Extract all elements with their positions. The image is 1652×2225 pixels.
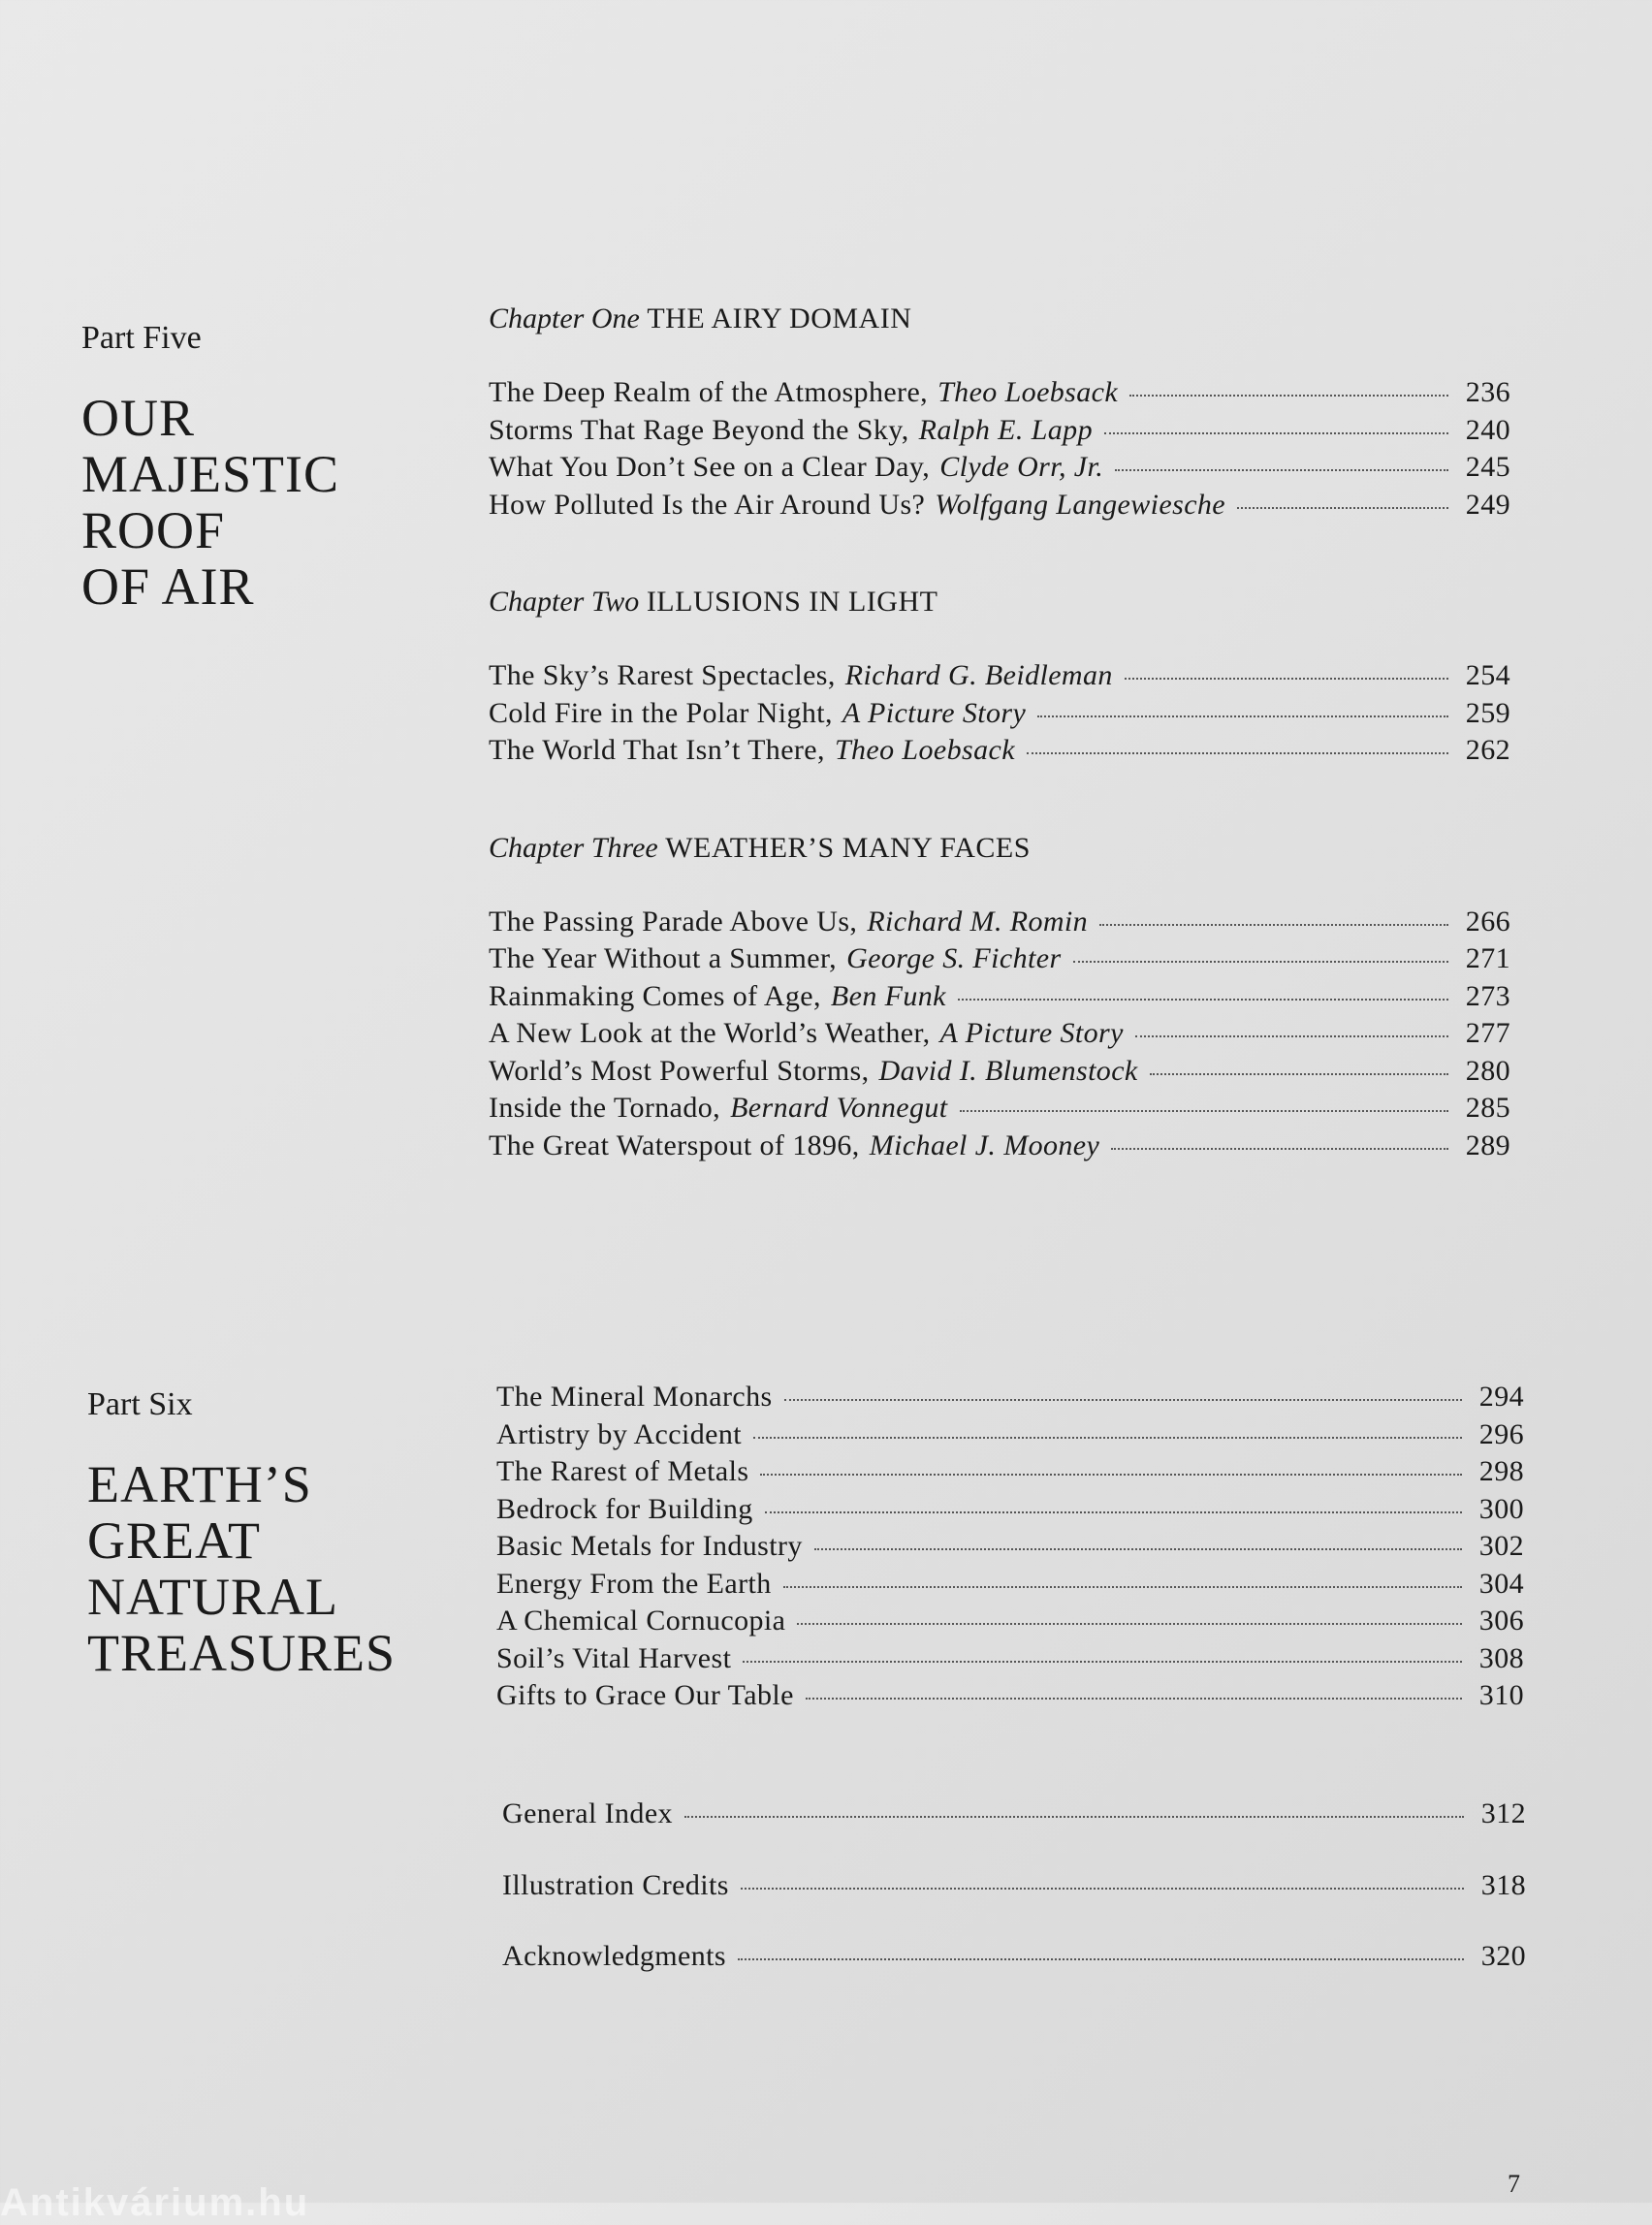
back-matter	[502, 1796, 1526, 2010]
dot-leader	[743, 1661, 1462, 1663]
dot-leader	[960, 1110, 1449, 1112]
toc-entry[interactable]	[489, 1090, 1510, 1128]
part-five-contents	[489, 302, 1510, 1226]
toc-entry[interactable]	[489, 449, 1510, 487]
entry-author: Clyde Orr, Jr.	[939, 451, 1104, 483]
toc-entry[interactable]	[489, 1128, 1510, 1165]
entry-page: 302	[1478, 1530, 1524, 1562]
toc-entry[interactable]	[496, 1528, 1524, 1566]
entry-page: 236	[1465, 376, 1510, 408]
entry-page: 240	[1465, 413, 1510, 446]
part-five-title-line: OUR	[81, 389, 196, 447]
chapter-name: WEATHER’S MANY FACES	[665, 831, 1031, 864]
entry-page: 249	[1465, 488, 1510, 521]
entry-title: World’s Most Powerful Storms,	[489, 1054, 870, 1087]
chapter-one	[489, 302, 1510, 524]
entry-page: 300	[1478, 1492, 1524, 1525]
entry-title: Artistry by Accident	[496, 1417, 742, 1450]
entry-page: 306	[1478, 1605, 1524, 1637]
part-six-entries	[496, 1379, 1524, 1715]
entry-title: A New Look at the World’s Weather,	[489, 1017, 931, 1049]
toc-entry[interactable]	[496, 1453, 1524, 1491]
part-six-label: Part Six	[87, 1386, 193, 1422]
entry-page: 312	[1480, 1797, 1526, 1829]
entry-title: Acknowledgments	[502, 1940, 726, 1972]
part-five-label: Part Five	[81, 320, 202, 356]
entry-page: 259	[1465, 696, 1510, 729]
entry-title: The Rarest of Metals	[496, 1455, 749, 1487]
toc-entry[interactable]	[496, 1603, 1524, 1640]
entry-author: Theo Loebsack	[834, 734, 1015, 766]
entry-page: 262	[1465, 734, 1510, 766]
part-five-title-line: MAJESTIC	[81, 445, 340, 503]
toc-entry[interactable]	[496, 1416, 1524, 1454]
entry-page: 298	[1478, 1455, 1524, 1487]
toc-entry[interactable]	[489, 904, 1510, 941]
dot-leader	[1115, 469, 1448, 471]
toc-entry[interactable]	[489, 1015, 1510, 1053]
part-six-title-line: TREASURES	[87, 1624, 397, 1682]
dot-leader	[760, 1474, 1462, 1476]
dot-leader	[753, 1437, 1462, 1439]
entry-title: The Great Waterspout of 1896,	[489, 1128, 860, 1161]
chapter-name: ILLUSIONS IN LIGHT	[646, 586, 938, 618]
entry-title: Bedrock for Building	[496, 1492, 753, 1525]
dot-leader	[1129, 395, 1448, 397]
toc-entry-general-index[interactable]	[502, 1796, 1526, 1833]
entry-page: 320	[1480, 1940, 1526, 1972]
dot-leader	[797, 1623, 1462, 1625]
entry-title: What You Don’t See on a Clear Day,	[489, 451, 931, 483]
toc-entry[interactable]	[496, 1640, 1524, 1678]
entry-title: The Year Without a Summer,	[489, 942, 838, 974]
entry-page: 273	[1465, 979, 1510, 1012]
entry-page: 296	[1478, 1417, 1524, 1450]
entry-page: 271	[1465, 942, 1510, 974]
chapter-one-entries	[489, 374, 1510, 524]
entry-author: Richard M. Romin	[867, 905, 1089, 938]
toc-entry[interactable]	[489, 1053, 1510, 1091]
chapter-number: Chapter Two	[489, 586, 640, 618]
dot-leader	[784, 1399, 1462, 1401]
dot-leader	[738, 1958, 1464, 1960]
entry-title: The Mineral Monarchs	[496, 1381, 773, 1413]
entry-author: George S. Fichter	[846, 942, 1062, 974]
dot-leader	[1099, 924, 1448, 926]
part-six-title-line: NATURAL	[87, 1568, 338, 1626]
dot-leader	[1135, 1035, 1448, 1037]
entry-title: Inside the Tornado,	[489, 1092, 721, 1124]
entry-author: Theo Loebsack	[937, 376, 1119, 408]
entry-title: Gifts to Grace Our Table	[496, 1679, 794, 1711]
back-matter-entries	[502, 1796, 1526, 1976]
toc-entry[interactable]	[496, 1677, 1524, 1715]
entry-title: General Index	[502, 1797, 673, 1829]
chapter-two	[489, 586, 1510, 770]
chapter-three-entries	[489, 904, 1510, 1165]
toc-entry[interactable]	[489, 657, 1510, 695]
chapter-heading	[489, 302, 1510, 335]
entry-author: David I. Blumenstock	[878, 1054, 1138, 1087]
toc-entry[interactable]	[496, 1566, 1524, 1604]
entry-page: 318	[1480, 1868, 1526, 1901]
toc-entry[interactable]	[489, 412, 1510, 450]
entry-title: Energy From the Earth	[496, 1567, 772, 1600]
toc-entry[interactable]	[496, 1491, 1524, 1529]
entry-title: How Polluted Is the Air Around Us?	[489, 488, 926, 521]
toc-entry[interactable]	[489, 487, 1510, 524]
part-five-title-line: ROOF	[81, 501, 226, 559]
toc-entry[interactable]	[489, 978, 1510, 1016]
entry-title: Soil’s Vital Harvest	[496, 1641, 732, 1674]
dot-leader	[1037, 715, 1448, 717]
dot-leader	[765, 1511, 1462, 1513]
part-six-heading	[87, 1386, 396, 1681]
chapter-two-entries	[489, 657, 1510, 770]
entry-page: 245	[1465, 451, 1510, 483]
entry-author: Michael J. Mooney	[869, 1128, 1100, 1161]
part-five-title-line: OF AIR	[81, 557, 255, 616]
entry-title: The Deep Realm of the Atmosphere,	[489, 376, 929, 408]
entry-author: Bernard Vonnegut	[730, 1092, 948, 1124]
dot-leader	[814, 1548, 1462, 1550]
entry-page: 254	[1465, 659, 1510, 691]
part-six-title-line: GREAT	[87, 1511, 261, 1570]
chapter-heading	[489, 586, 1510, 619]
entry-author: Ben Funk	[830, 979, 946, 1012]
part-five-heading	[81, 320, 339, 615]
chapter-heading	[489, 832, 1510, 865]
entry-page: 285	[1465, 1092, 1510, 1124]
entry-author: A Picture Story	[842, 696, 1027, 729]
part-six-title	[87, 1456, 396, 1681]
dot-leader	[1150, 1073, 1448, 1075]
entry-title: Rainmaking Comes of Age,	[489, 979, 821, 1012]
entry-page: 304	[1478, 1567, 1524, 1600]
entry-title: The World That Isn’t There,	[489, 734, 825, 766]
part-six-contents	[496, 1379, 1524, 1715]
dot-leader	[1125, 678, 1448, 680]
chapter-number: Chapter Three	[489, 831, 658, 864]
entry-page: 277	[1465, 1017, 1510, 1049]
toc-entry[interactable]	[489, 695, 1510, 733]
dot-leader	[958, 999, 1448, 1001]
dot-leader	[1111, 1148, 1448, 1150]
dot-leader	[1073, 961, 1448, 963]
dot-leader	[1237, 507, 1448, 509]
entry-title: Cold Fire in the Polar Night,	[489, 696, 833, 729]
entry-author: Richard G. Beidleman	[844, 659, 1113, 691]
chapter-number: Chapter One	[489, 302, 640, 334]
entry-author: A Picture Story	[939, 1017, 1124, 1049]
dot-leader	[1027, 752, 1448, 754]
page-number: 7	[1508, 2170, 1520, 2198]
entry-page: 266	[1465, 905, 1510, 938]
chapter-three	[489, 832, 1510, 1165]
dot-leader	[741, 1888, 1464, 1890]
dot-leader	[1104, 432, 1448, 434]
part-six-title-line: EARTH’S	[87, 1455, 312, 1513]
entry-page: 310	[1478, 1679, 1524, 1711]
entry-page: 294	[1478, 1381, 1524, 1413]
watermark: Antikvárium.hu	[0, 2181, 310, 2224]
dot-leader	[684, 1816, 1464, 1818]
dot-leader	[806, 1698, 1462, 1700]
dot-leader	[783, 1586, 1462, 1588]
entry-page: 308	[1478, 1641, 1524, 1674]
toc-entry[interactable]	[489, 374, 1510, 412]
entry-page: 289	[1465, 1128, 1510, 1161]
entry-page: 280	[1465, 1054, 1510, 1087]
entry-title: The Sky’s Rarest Spectacles,	[489, 659, 836, 691]
entry-author: Wolfgang Langewiesche	[935, 488, 1226, 521]
entry-title: A Chemical Cornucopia	[496, 1605, 786, 1637]
entry-title: Basic Metals for Industry	[496, 1530, 803, 1562]
entry-title: The Passing Parade Above Us,	[489, 905, 858, 938]
entry-title: Storms That Rage Beyond the Sky,	[489, 413, 909, 446]
entry-author: Ralph E. Lapp	[918, 413, 1093, 446]
chapter-name: THE AIRY DOMAIN	[647, 302, 912, 334]
toc-entry[interactable]	[489, 732, 1510, 770]
toc-entry[interactable]	[489, 940, 1510, 978]
toc-entry-acknowledgments[interactable]	[502, 1938, 1526, 1976]
toc-entry-illustration-credits[interactable]	[502, 1867, 1526, 1905]
entry-title: Illustration Credits	[502, 1868, 729, 1901]
toc-entry[interactable]	[496, 1379, 1524, 1416]
part-five-title	[81, 390, 339, 615]
